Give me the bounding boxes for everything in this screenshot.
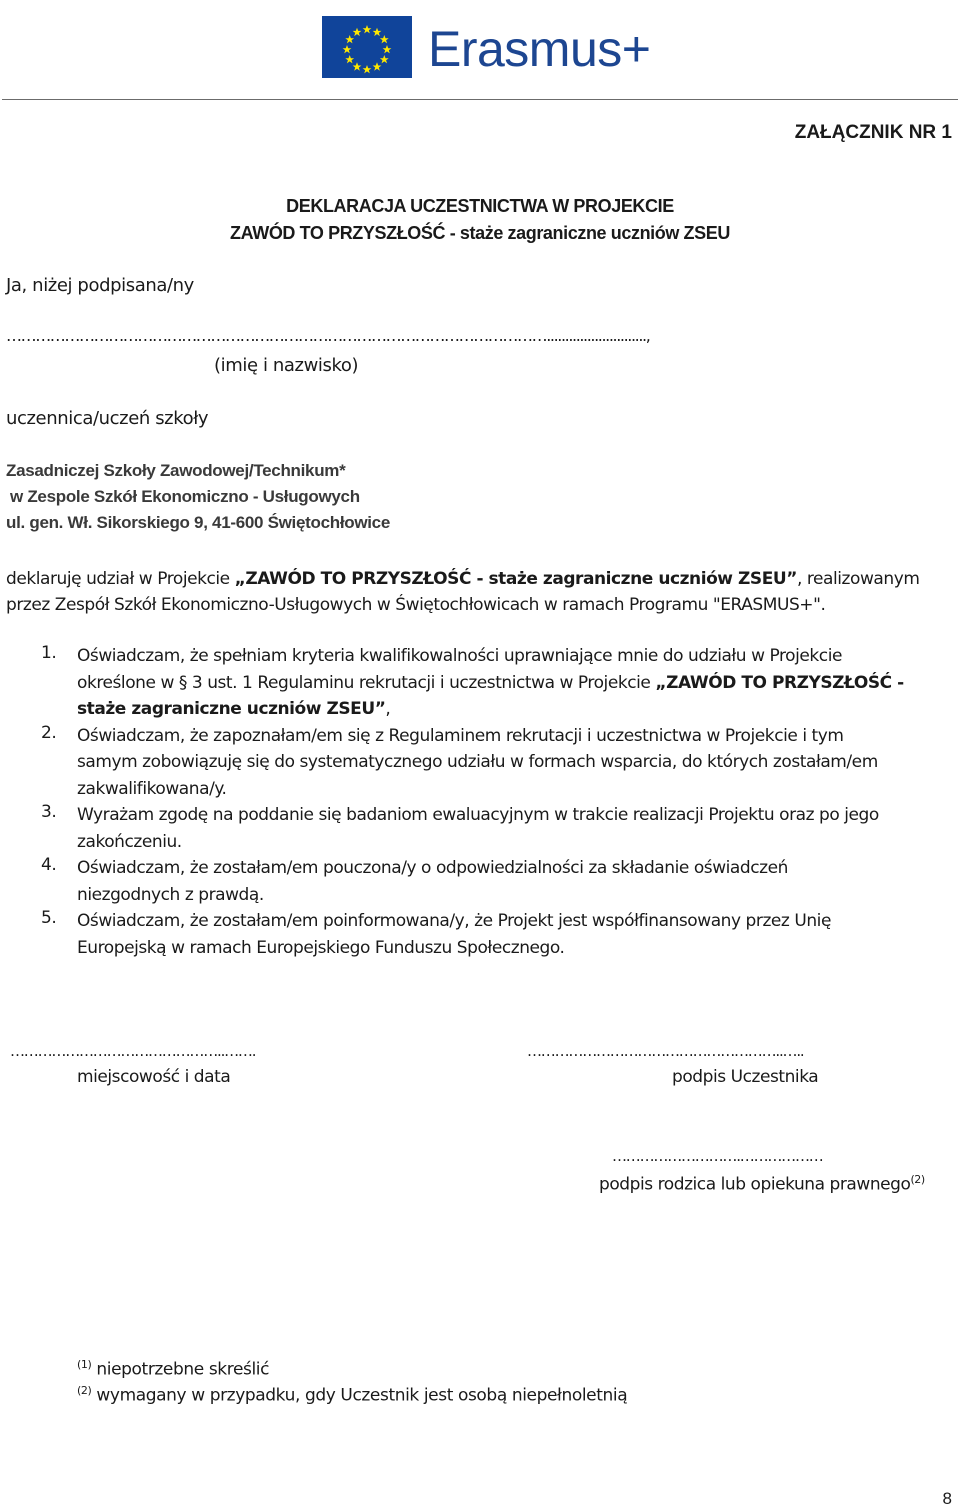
statement-number: 5. (41, 908, 57, 928)
statement-line: zakwalifikowana/y. (77, 778, 227, 799)
statement-line: niezgodnych z prawdą. (77, 884, 264, 905)
statement-item (0, 802, 960, 855)
footnote-text: niepotrzebne skreślić (96, 1359, 270, 1380)
statement-line: zakończeniu. (77, 831, 182, 852)
footnote-text: wymagany w przypadku, gdy Uczestnik jest osobą niepełnoletnią (96, 1385, 628, 1406)
logo-wordmark: Erasmus+ (428, 21, 651, 77)
annex-label: ZAŁĄCZNIK NR 1 (794, 122, 952, 143)
statement-number: 1. (41, 643, 57, 663)
statement-item (0, 908, 960, 961)
statement-item (0, 855, 960, 908)
declaration-suffix: , realizowanym (796, 569, 920, 589)
pupil-label: uczennica/uczeń szkoły (6, 408, 209, 429)
statement-number: 4. (41, 855, 57, 875)
place-date-fill-line: ………………………………………..……. (10, 1042, 256, 1060)
declaration-prefix: deklaruję udział w Projekcie (6, 569, 235, 589)
statement-item (0, 723, 960, 803)
school-address: ul. gen. Wł. Sikorskiego 9, 41-600 Świętochłowice (6, 513, 390, 532)
statement-line (77, 670, 960, 697)
statement-line (77, 696, 960, 723)
school-line-1: Zasadniczej Szkoły Zawodowej/Technikum* (6, 461, 346, 480)
school-line-2: w Zespole Szkół Ekonomiczno - Usługowych (10, 487, 360, 506)
student-signature-caption: podpis Uczestnika (672, 1067, 819, 1087)
footnote-1 (77, 1358, 269, 1380)
statement-number: 3. (41, 802, 57, 822)
parent-signature-caption (599, 1173, 925, 1195)
statement-line: Oświadczam, że zostałam/em poinformowana/y, że Projekt jest współfinansowany przez Unię (77, 911, 831, 931)
eu-flag-icon (322, 16, 412, 78)
statement-line: Europejską w ramach Europejskiego Funduszu Społecznego. (77, 937, 565, 958)
statement-line: samym zobowiązuję się do systematycznego udziału w formach wsparcia, do których zostałam/em (77, 752, 878, 772)
student-signature-fill-line: ………………………………………………..….. (527, 1042, 804, 1060)
header-divider (2, 99, 958, 100)
parent-signature-label: podpis rodzica lub opiekuna prawnego (599, 1174, 911, 1195)
section-sign: § (178, 672, 187, 693)
statement-text: , (385, 699, 391, 719)
project-name: „ZAWÓD TO PRZYSZŁOŚĆ - staże zagraniczne uczniów ZSEU” (234, 569, 797, 589)
footnote-mark: (1) (77, 1358, 92, 1371)
signatory-label: Ja, niżej podpisana/ny (6, 275, 194, 296)
place-date-caption: miejscowość i data (77, 1067, 231, 1087)
project-name: staże zagraniczne uczniów ZSEU” (77, 699, 386, 719)
erasmus-plus-logo (322, 16, 651, 80)
parent-signature-fill-line: ……………………….……………… (612, 1147, 823, 1165)
page-number: 8 (942, 1489, 952, 1508)
name-caption: (imię i nazwisko) (214, 355, 359, 376)
statements-list (0, 643, 960, 961)
name-fill-line: …………………………………………………………………………………………………..........................., (6, 326, 650, 345)
statement-line: Wyrażam zgodę na poddanie się badaniom ewaluacyjnym w trakcie realizacji Projektu oraz po jego (77, 805, 879, 825)
project-name: „ZAWÓD TO PRZYSZŁOŚĆ - (655, 672, 904, 693)
statement-line: Oświadczam, że spełniam kryteria kwalifikowalności uprawniające mnie do udziału w Projekcie (77, 646, 842, 666)
document-title: DEKLARACJA UCZESTNICTWA W PROJEKCIE (286, 196, 674, 216)
declaration-line-2: przez Zespół Szkół Ekonomiczno-Usługowych w Świętochłowicach w ramach Programu "ERASMUS+". (6, 595, 826, 615)
footnote-ref: (2) (910, 1173, 925, 1186)
statement-line: Oświadczam, że zapoznałam/em się z Regulaminem rekrutacji i uczestnictwa w Projekcie i tym (77, 725, 844, 746)
statement-number: 2. (41, 722, 57, 743)
footnote-2 (77, 1384, 627, 1406)
statement-item (0, 643, 960, 723)
statement-text: określone w (77, 672, 179, 693)
declaration-line-1 (6, 566, 919, 592)
document-subtitle: ZAWÓD TO PRZYSZŁOŚĆ - staże zagraniczne uczniów ZSEU (230, 223, 730, 243)
statement-text: 3 ust. 1 Regulaminu rekrutacji i uczestnictwa w Projekcie (186, 672, 656, 693)
statement-line: Oświadczam, że zostałam/em pouczona/y o odpowiedzialności za składanie oświadczeń (77, 858, 788, 878)
footnote-mark: (2) (77, 1384, 92, 1397)
